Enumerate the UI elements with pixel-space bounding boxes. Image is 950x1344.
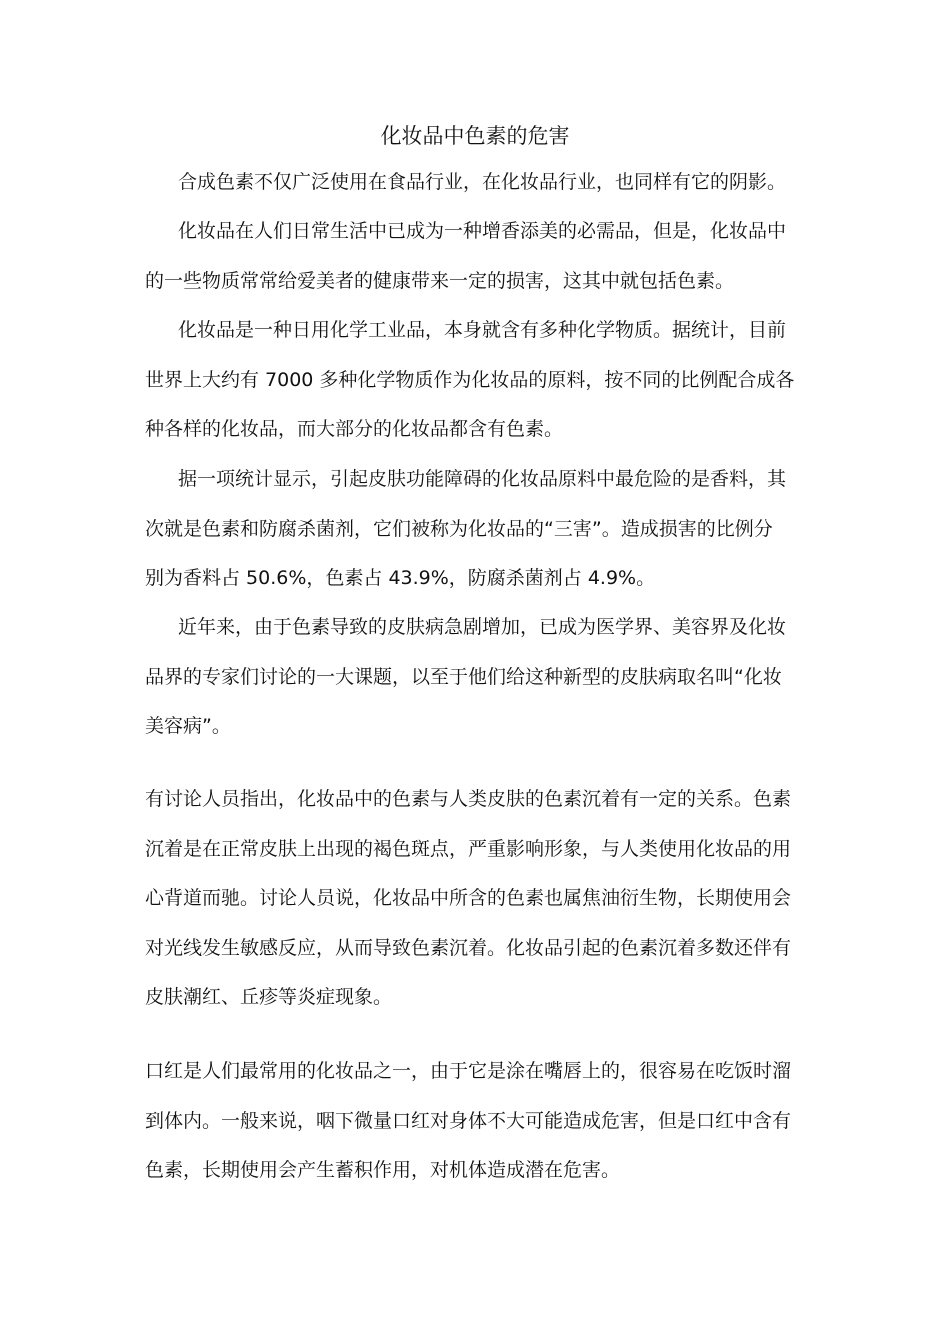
paragraph-line: 近年来，由于色素导致的皮肤病急剧增加，已成为医学界、美容界及化妆 bbox=[178, 616, 787, 638]
paragraph-7 bbox=[145, 1047, 797, 1196]
paragraph-line: 口红是人们最常用的化妆品之一，由于它是涂在嘴唇上的，很容易在吃饭时溜 bbox=[145, 1060, 792, 1082]
paragraph-line: 皮肤潮红、丘疹等炎症现象。 bbox=[145, 986, 393, 1008]
paragraph-line: 美容病”。 bbox=[145, 715, 231, 737]
paragraph-line: 次就是色素和防腐杀菌剂，它们被称为化妆品的“三害”。造成损害的比例分 bbox=[145, 517, 773, 540]
paragraph-line: 种各样的化妆品，而大部分的化妆品都含有色素。 bbox=[145, 418, 564, 440]
paragraph-6 bbox=[145, 775, 797, 1023]
paragraph-line: 有讨论人员指出，化妆品中的色素与人类皮肤的色素沉着有一定的关系。色素 bbox=[145, 788, 792, 810]
paragraph-2 bbox=[145, 207, 797, 306]
paragraph-line: 的一些物质常常给爱美者的健康带来一定的损害，这其中就包括色素。 bbox=[145, 269, 735, 292]
paragraph-line: 沉着是在正常皮肤上出现的褐色斑点，严重影响形象，与人类使用化妆品的用 bbox=[145, 837, 792, 860]
paragraph-line: 心背道而驰。讨论人员说，化妆品中所含的色素也属焦油衍生物，长期使用会 bbox=[145, 887, 792, 909]
paragraph-line: 别为香料占 50.6%，色素占 43.9%，防腐杀菌剂占 4.9%。 bbox=[145, 567, 656, 589]
paragraph-1 bbox=[145, 158, 797, 208]
paragraph-4 bbox=[145, 455, 797, 604]
paragraph-3 bbox=[145, 306, 797, 455]
paragraph-line: 世界上大约有 7000 多种化学物质作为化妆品的原料，按不同的比例配合成各 bbox=[145, 368, 795, 391]
paragraph-line: 到体内。一般来说，咽下微量口红对身体不大可能造成危害，但是口红中含有 bbox=[145, 1109, 792, 1132]
paragraph-line: 品界的专家们讨论的一大课题，以至于他们给这种新型的皮肤病取名叫“化妆 bbox=[145, 665, 782, 688]
document-title: 化妆品中色素的危害 bbox=[380, 124, 570, 148]
paragraph-line: 化妆品是一种日用化学工业品，本身就含有多种化学物质。据统计，目前 bbox=[178, 319, 787, 341]
paragraph-line: 合成色素不仅广泛使用在食品行业，在化妆品行业，也同样有它的阴影。 bbox=[178, 171, 787, 193]
paragraph-line: 色素，长期使用会产生蓄积作用，对机体造成潜在危害。 bbox=[145, 1159, 621, 1181]
paragraph-line: 化妆品在人们日常生活中已成为一种增香添美的必需品，但是，化妆品中 bbox=[178, 220, 787, 242]
paragraph-line: 对光线发生敏感反应，从而导致色素沉着。化妆品引起的色素沉着多数还伴有 bbox=[145, 936, 792, 959]
paragraph-5 bbox=[145, 603, 797, 752]
paragraph-line: 据一项统计显示，引起皮肤功能障碍的化妆品原料中最危险的是香料，其 bbox=[178, 468, 787, 490]
